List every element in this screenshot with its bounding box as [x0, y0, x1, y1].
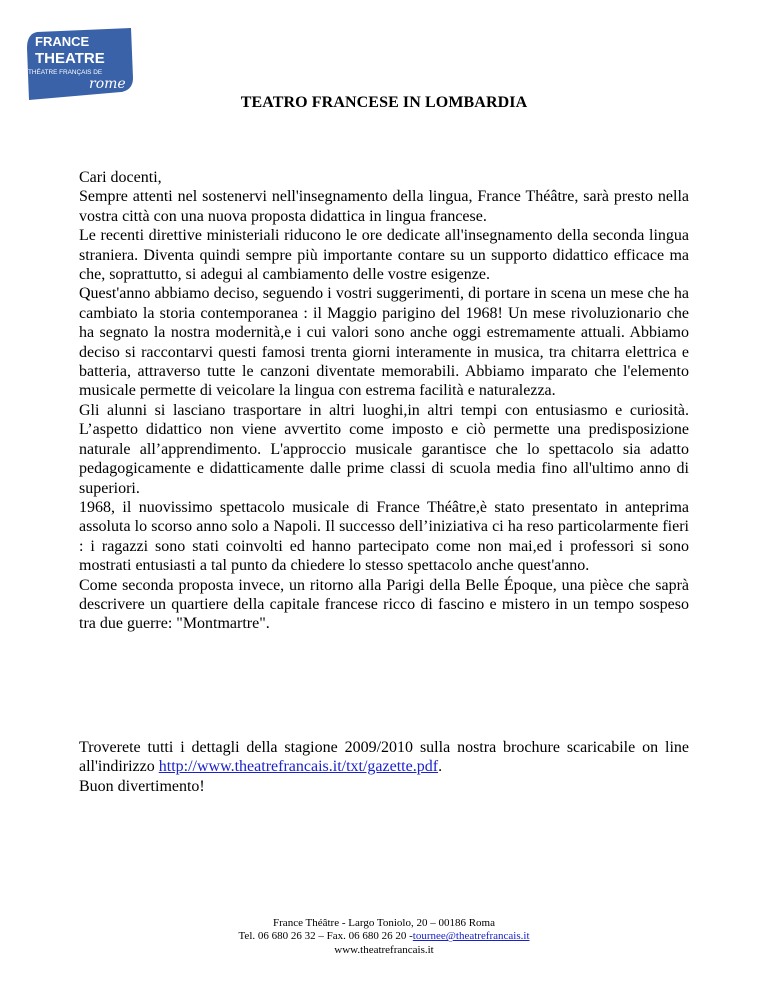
page-title: TEATRO FRANCESE IN LOMBARDIA [240, 94, 528, 111]
logo-line2: THEATRE [35, 50, 105, 67]
footer-website: www.theatrefrancais.it [334, 943, 434, 956]
brochure-paragraph [79, 738, 689, 777]
paragraph: Sempre attenti nel sostenervi nell'insegnamento della lingua, France Théâtre, sarà presto nella vostra città con una nuova proposta didattica in lingua francese. [79, 188, 689, 225]
brochure-link[interactable]: http://www.theatrefrancais.it/txt/gazette.pdf [158, 758, 439, 776]
paragraph: Gli alunni si lasciano trasportare in altri luoghi,in altri tempi con entusiasmo e curiosità. L’aspetto didattico non viene avvertito come imposto e ciò permette una predisposizione naturale all’apprendimento. L'approccio musicale garantisce che lo spettacolo sia adatto pedagogicamente e didatticamente dalle prime classi di scuola media fino all'ultimo anno di superiori. [79, 401, 689, 497]
logo-line1: FRANCE [35, 34, 90, 49]
paragraph: Le recenti direttive ministeriali riducono le ore dedicate all'insegnamento della seconda lingua straniera. Diventa quindi sempre più importante contare su un supporto didattico efficace ma che, soprattutto, si adegui al cambiamento delle vostre esigenze. [79, 227, 689, 284]
footer-contacts [0, 930, 768, 943]
footer-phone-fax: Tel. 06 680 26 32 – Fax. 06 680 26 20 - [238, 930, 413, 943]
paragraph: Quest'anno abbiamo deciso, seguendo i vostri suggerimenti, di portare in scena un mese che ha cambiato la storia contemporanea : il Maggio parigino del 1968! Un mese rivoluzionario che ha segnato la nostra modernità,e i cui valori sono anche oggi estremamente attuali. Abbiamo deciso si raccontarvi questi famosi trenta giorni interamente in musica, tra chitarra elettrica e batteria, attraverso tutte le canzoni diventate memorabili. Abbiamo imparato che l'elemento musicale permette di veicolare la lingua con estrema facilità e naturalezza. [79, 285, 689, 400]
paragraph: Come seconda proposta invece, un ritorno alla Parigi della Belle Époque, una pièce che saprà descrivere un quartiere della capitale francese ricco di fascino e mistero in un tempo sospeso tra due guerre: "Montmartre". [79, 576, 689, 633]
footer-address: France Théâtre - Largo Toniolo, 20 – 00186 Roma [273, 917, 495, 929]
brochure-text: Troverete tutti i dettagli della stagione 2009/2010 sulla nostra brochure scaricabile on line all'indirizzo [79, 739, 689, 776]
footer-email-link[interactable]: tournee@theatrefrancais.it [412, 930, 530, 943]
brochure-text-end: . [438, 758, 443, 776]
logo-line4: rome [89, 76, 126, 92]
paragraph: 1968, il nuovissimo spettacolo musicale di France Théâtre,è stato presentato in anteprima assoluta lo scorso anno solo a Napoli. Il successo dell’iniziativa ci ha reso particolarmente fieri : i ragazzi sono stati coinvolti ed hanno partecipato come non mai,ed i professori si sono mostrati entusiasti a tal punto da chiedere lo stesso spettacolo anche quest'anno. [79, 498, 689, 575]
logo-line3: THÉATRE FRANÇAIS DE [28, 69, 103, 76]
greeting: Cari docenti, [79, 169, 162, 186]
sign-off: Buon divertimento! [79, 777, 205, 795]
footer [0, 917, 768, 957]
letter-body [79, 168, 689, 634]
closing-section [79, 738, 689, 796]
